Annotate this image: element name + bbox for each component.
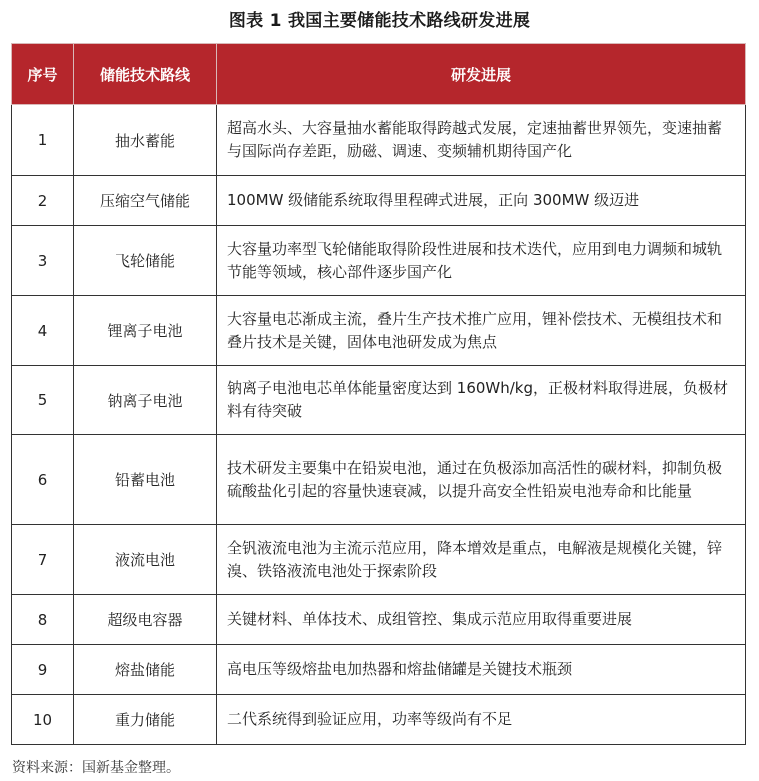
table-row (12, 296, 746, 366)
table-row (12, 176, 746, 226)
row-no: 5 (12, 366, 74, 435)
row-tech: 锂离子电池 (74, 296, 217, 366)
table-row (12, 645, 746, 695)
row-no: 7 (12, 525, 74, 595)
row-progress: 超高水头、大容量抽水蓄能取得跨越式发展，定速抽蓄世界领先，变速抽蓄与国际尚存差距，励磁、调速、变频辅机期待国产化 (217, 105, 746, 176)
table-row (12, 105, 746, 176)
storage-tech-table (11, 43, 746, 745)
table-row (12, 435, 746, 525)
table-header-row (12, 44, 746, 105)
row-no: 10 (12, 695, 74, 745)
row-no: 9 (12, 645, 74, 695)
row-progress: 全钒液流电池为主流示范应用，降本增效是重点，电解液是规模化关键，锌溴、铁铬液流电池处于探索阶段 (217, 525, 746, 595)
row-no: 3 (12, 226, 74, 296)
table-row (12, 366, 746, 435)
table-row (12, 525, 746, 595)
row-progress: 大容量电芯渐成主流，叠片生产技术推广应用，锂补偿技术、无模组技术和叠片技术是关键，固体电池研发成为焦点 (217, 296, 746, 366)
header-tech: 储能技术路线 (74, 44, 217, 105)
row-progress: 关键材料、单体技术、成组管控、集成示范应用取得重要进展 (217, 595, 746, 645)
row-progress: 高电压等级熔盐电加热器和熔盐储罐是关键技术瓶颈 (217, 645, 746, 695)
row-no: 1 (12, 105, 74, 176)
table-row (12, 695, 746, 745)
row-tech: 抽水蓄能 (74, 105, 217, 176)
row-progress: 技术研发主要集中在铅炭电池，通过在负极添加高活性的碳材料，抑制负极硫酸盐化引起的容量快速衰减，以提升高安全性铅炭电池寿命和比能量 (217, 435, 746, 525)
row-no: 4 (12, 296, 74, 366)
page-title: 图表 1 我国主要储能技术路线研发进展 (228, 11, 531, 31)
table-row (12, 595, 746, 645)
row-no: 8 (12, 595, 74, 645)
row-tech: 飞轮储能 (74, 226, 217, 296)
row-tech: 铅蓄电池 (74, 435, 217, 525)
row-tech: 重力储能 (74, 695, 217, 745)
row-no: 6 (12, 435, 74, 525)
table-row (12, 226, 746, 296)
header-progress: 研发进展 (217, 44, 746, 105)
row-progress: 钠离子电池电芯单体能量密度达到 160Wh/kg，正极材料取得进展，负极材料有待突破 (217, 366, 746, 435)
row-progress: 100MW 级储能系统取得里程碑式进展，正向 300MW 级迈进 (217, 176, 746, 226)
row-tech: 超级电容器 (74, 595, 217, 645)
row-progress: 二代系统得到验证应用，功率等级尚有不足 (217, 695, 746, 745)
row-tech: 压缩空气储能 (74, 176, 217, 226)
row-no: 2 (12, 176, 74, 226)
header-no: 序号 (12, 44, 74, 105)
row-tech: 熔盐储能 (74, 645, 217, 695)
row-progress: 大容量功率型飞轮储能取得阶段性进展和技术迭代，应用到电力调频和城轨节能等领域，核心部件逐步国产化 (217, 226, 746, 296)
row-tech: 钠离子电池 (74, 366, 217, 435)
source-note: 资料来源：国新基金整理。 (12, 760, 180, 776)
row-tech: 液流电池 (74, 525, 217, 595)
